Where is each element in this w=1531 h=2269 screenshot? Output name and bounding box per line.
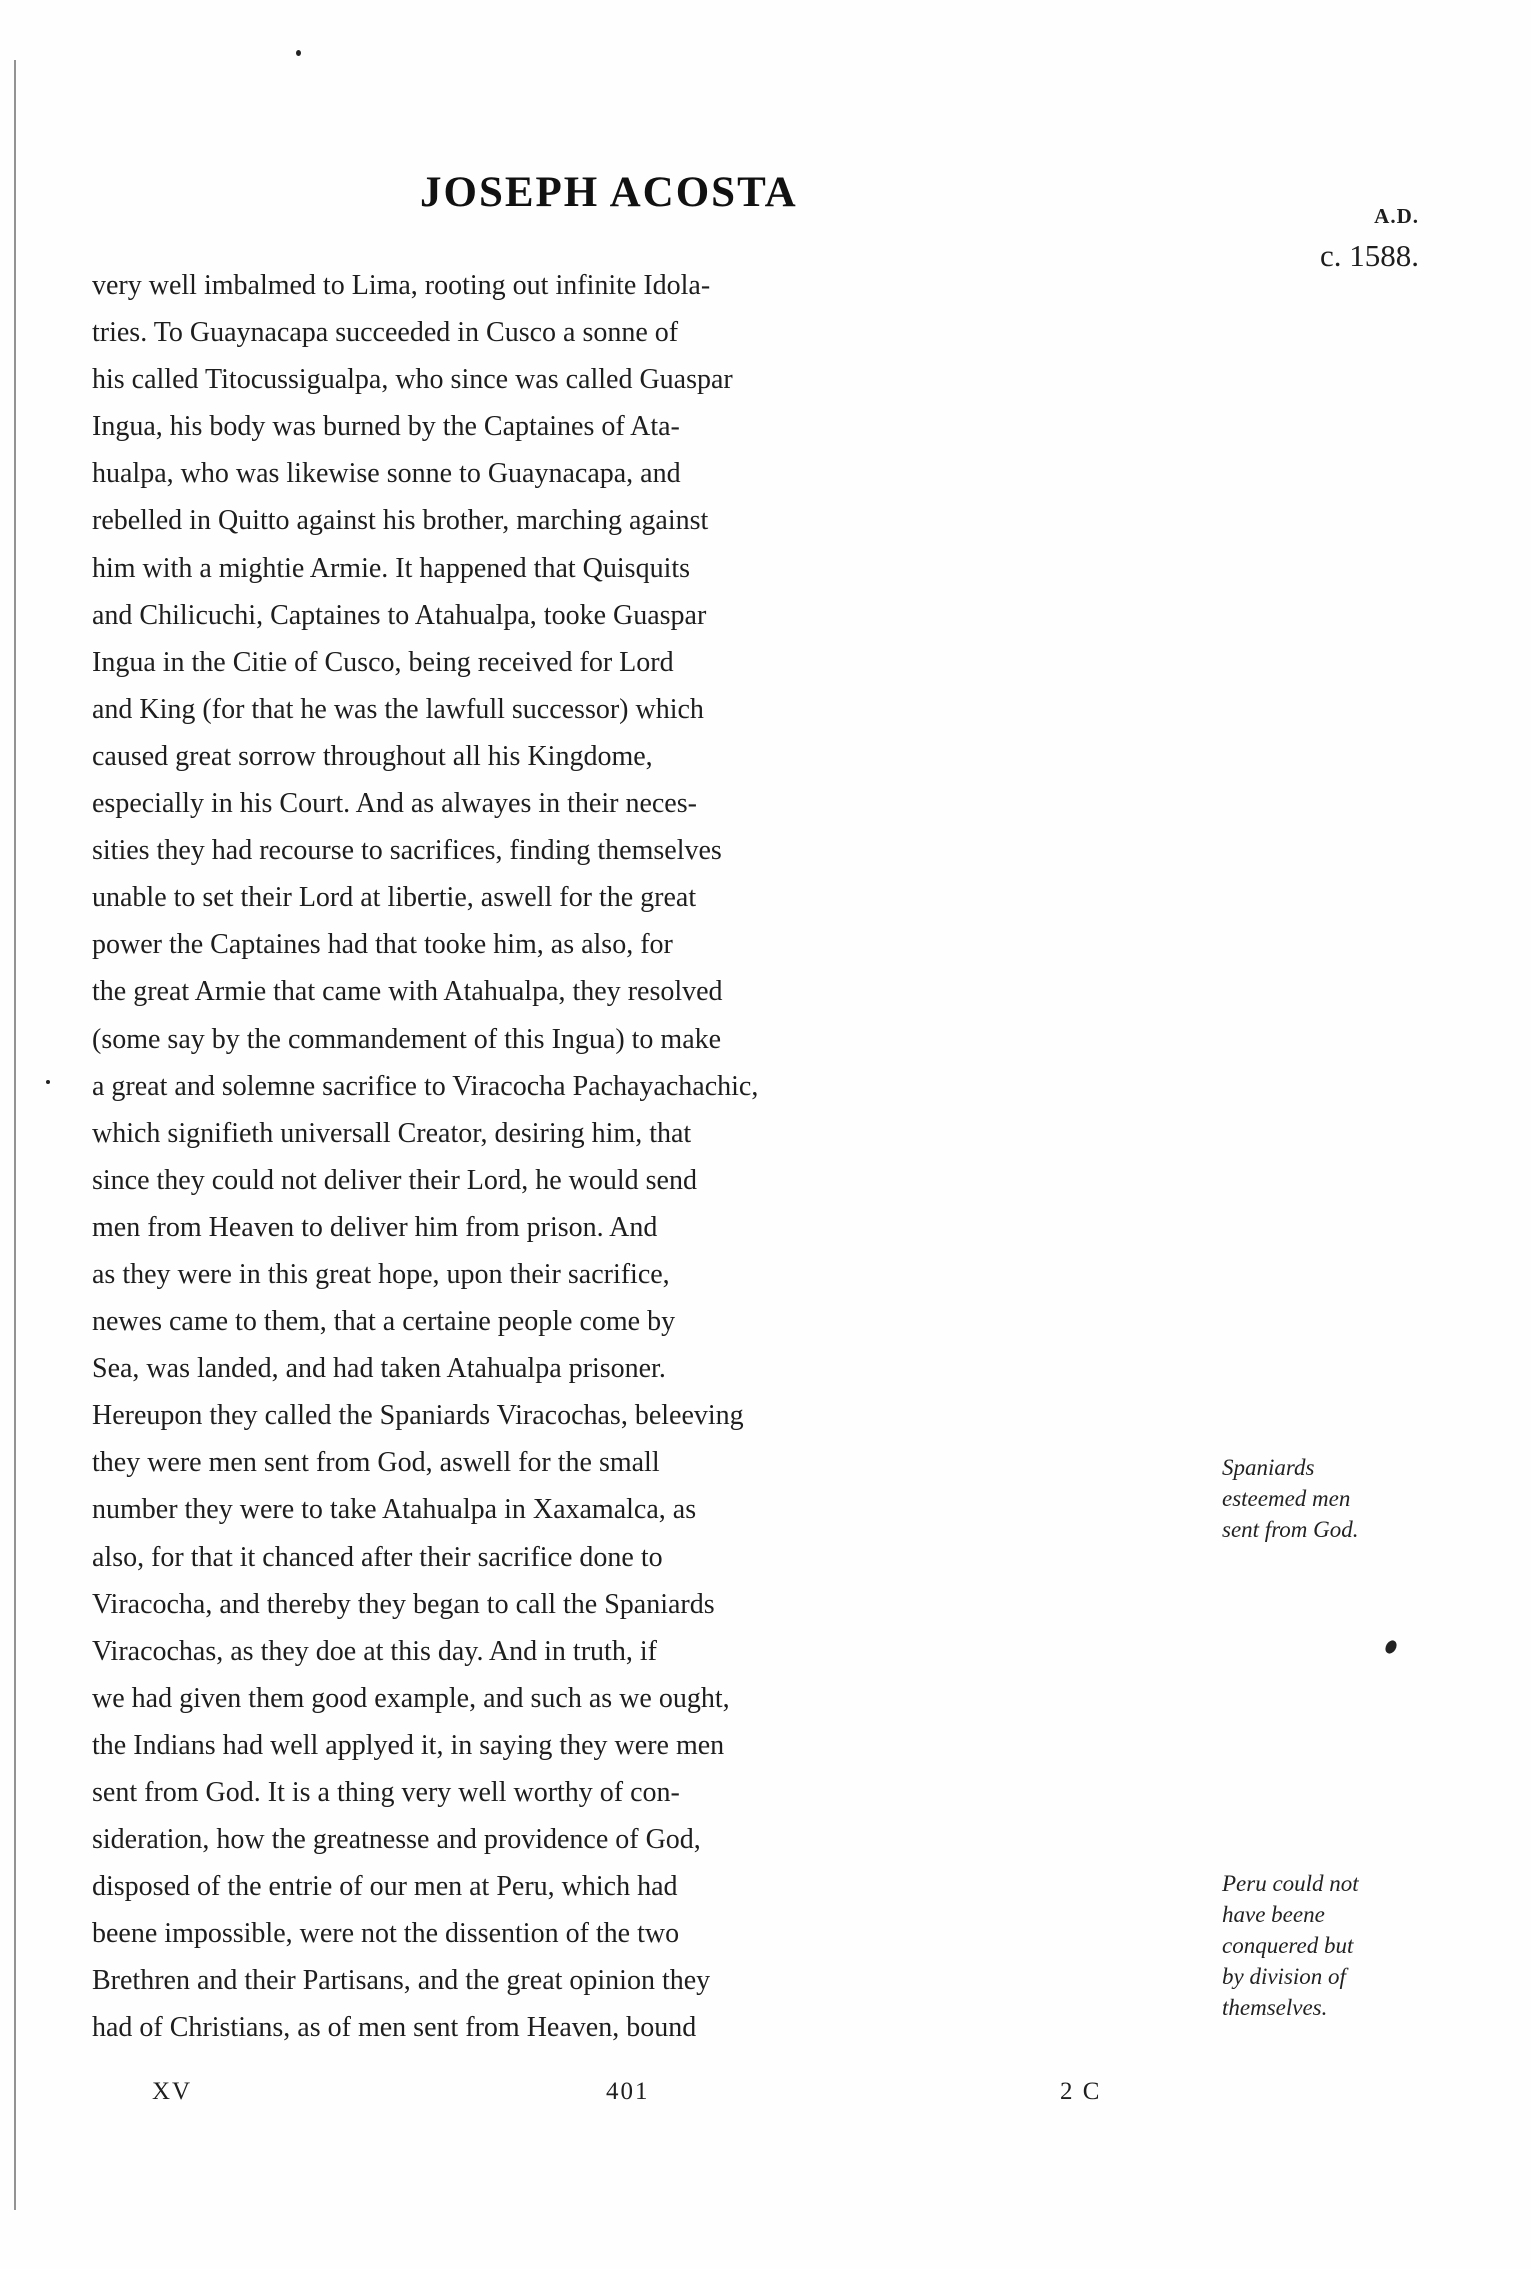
text-line: had of Christians, as of men sent from Heaven, bound	[92, 2012, 697, 2044]
ink-speck	[296, 50, 301, 56]
page-number: 401	[606, 2078, 650, 2105]
marginal-note-line: conquered but	[1222, 1933, 1354, 1958]
text-line: his called Titocussigualpa, who since was called Guaspar	[92, 364, 733, 396]
marginal-note-line: sent from God.	[1222, 1517, 1359, 1542]
marginal-note-line: have beene	[1222, 1902, 1325, 1927]
text-line: him with a mightie Armie. It happened that Quisquits	[92, 552, 691, 584]
era-label: A.D.	[1374, 204, 1419, 228]
text-line: number they were to take Atahualpa in Xaxamalca, as	[92, 1494, 697, 1526]
text-line: and Chilicuchi, Captaines to Atahualpa, tooke Guaspar	[92, 599, 707, 631]
marginal-note-line: by division of	[1222, 1964, 1346, 1989]
text-line: hualpa, who was likewise sonne to Guaynacapa, and	[92, 458, 681, 490]
ink-speck	[46, 1080, 50, 1084]
marginal-note-line: Spaniards	[1222, 1455, 1315, 1480]
text-line: Viracochas, as they doe at this day. And in truth, if	[92, 1635, 657, 1667]
text-line: and King (for that he was the lawfull successor) which	[92, 693, 704, 725]
page-edge-line	[14, 60, 16, 2210]
running-head-date	[1320, 196, 1419, 276]
year-label: c. 1588.	[1319, 238, 1419, 273]
text-line: sent from God. It is a thing very well worthy of con-	[92, 1777, 680, 1808]
text-line: Ingua, his body was burned by the Captaines of Ata-	[92, 411, 680, 443]
text-line: which signifieth universall Creator, desiring him, that	[92, 1117, 692, 1149]
text-line: Brethren and their Partisans, and the great opinion they	[92, 1965, 711, 1997]
text-line: since they could not deliver their Lord, he would send	[92, 1164, 697, 1196]
ink-speck	[1383, 1638, 1399, 1655]
text-line: caused great sorrow throughout all his Kingdome,	[92, 740, 653, 772]
text-line: unable to set their Lord at libertie, aswell for the great	[92, 882, 697, 914]
text-line: sideration, how the greatnesse and providence of God,	[92, 1824, 701, 1856]
signature-mark: XV	[152, 2078, 193, 2105]
body-text	[92, 262, 1218, 2052]
marginal-note-line: themselves.	[1222, 1995, 1328, 2020]
text-line: Hereupon they called the Spaniards Viracochas, beleeving	[92, 1400, 744, 1432]
text-line: especially in his Court. And as alwayes in their neces-	[92, 788, 697, 820]
text-line: the great Armie that came with Atahualpa, they resolved	[92, 976, 723, 1008]
text-line: disposed of the entrie of our men at Peru, which had	[92, 1871, 678, 1903]
text-line: also, for that it chanced after their sacrifice done to	[92, 1541, 663, 1573]
running-head-title: JOSEPH ACOSTA	[420, 169, 798, 216]
text-line: newes came to them, that a certaine people come by	[92, 1306, 676, 1338]
text-line: (some say by the commandement of this Ingua) to make	[92, 1023, 722, 1055]
marginal-note-peru	[1222, 1868, 1359, 2023]
marginal-note-line: Peru could not	[1222, 1871, 1359, 1896]
text-line: the Indians had well applyed it, in saying they were men	[92, 1729, 725, 1761]
text-line: Ingua in the Citie of Cusco, being received for Lord	[92, 646, 674, 678]
text-line: beene impossible, were not the dissention of the two	[92, 1918, 680, 1950]
text-line: they were men sent from God, aswell for the small	[92, 1447, 660, 1479]
text-line: Sea, was landed, and had taken Atahualpa prisoner.	[92, 1353, 666, 1385]
gathering-mark: 2 C	[1060, 2078, 1102, 2105]
text-line: sities they had recourse to sacrifices, finding themselves	[92, 835, 722, 867]
text-line: men from Heaven to deliver him from prison. And	[92, 1211, 658, 1243]
text-line: as they were in this great hope, upon their sacrifice,	[92, 1258, 670, 1290]
marginal-note-line: esteemed men	[1222, 1486, 1351, 1511]
text-line: Viracocha, and thereby they began to call the Spaniards	[92, 1588, 715, 1620]
text-line: very well imbalmed to Lima, rooting out infinite Idola-	[92, 270, 711, 301]
text-line: power the Captaines had that tooke him, as also, for	[92, 929, 673, 961]
text-line: rebelled in Quitto against his brother, marching against	[92, 505, 709, 537]
text-line: we had given them good example, and such as we ought,	[92, 1682, 730, 1714]
marginal-note-spaniards	[1222, 1452, 1359, 1545]
text-line: a great and solemne sacrifice to Viracocha Pachayachachic,	[92, 1070, 759, 1102]
text-line: tries. To Guaynacapa succeeded in Cusco a sonne of	[92, 317, 679, 349]
